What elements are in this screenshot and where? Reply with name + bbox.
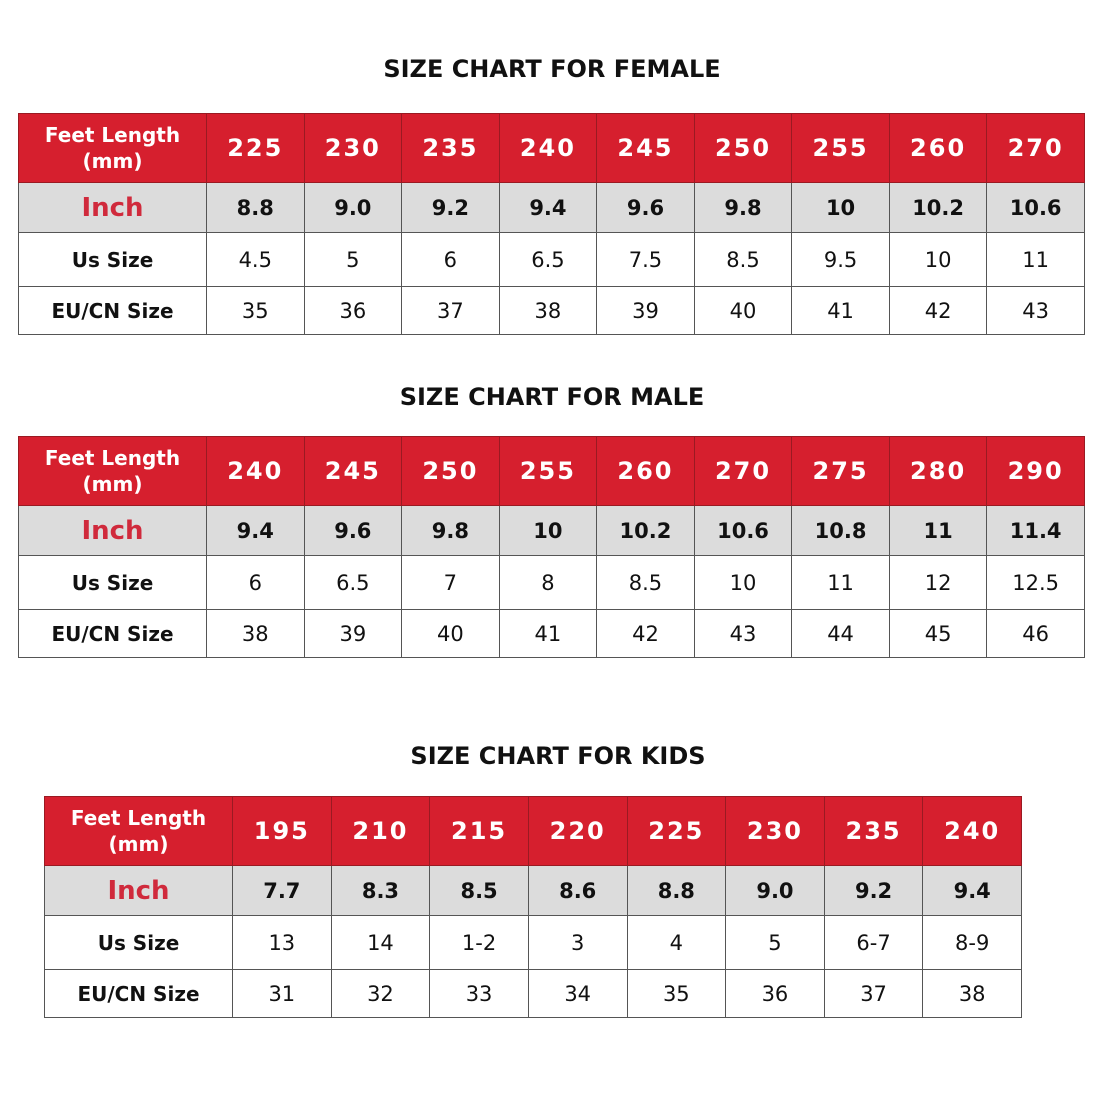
table-cell: 250 [694, 114, 792, 183]
table-cell: 36 [726, 970, 825, 1018]
table-cell: 12 [889, 556, 987, 610]
us-size-label: Us Size [19, 233, 207, 287]
table-cell: 35 [627, 970, 726, 1018]
table-cell: 37 [824, 970, 923, 1018]
table-cell: 210 [331, 797, 430, 866]
table-cell: 7.5 [597, 233, 695, 287]
table-cell: 9.0 [304, 183, 402, 233]
table-cell: 33 [430, 970, 529, 1018]
table-cell: 41 [499, 610, 597, 658]
table-cell: 235 [402, 114, 500, 183]
table-cell: 11.4 [987, 506, 1085, 556]
table-cell: 43 [694, 610, 792, 658]
us-size-row [19, 556, 1085, 610]
table-cell: 41 [792, 287, 890, 335]
table-cell: 6.5 [499, 233, 597, 287]
table-cell: 260 [597, 437, 695, 506]
table-cell: 10 [499, 506, 597, 556]
table-cell: 38 [499, 287, 597, 335]
table-cell: 13 [233, 916, 332, 970]
table-cell: 10.8 [792, 506, 890, 556]
table-cell: 8.8 [207, 183, 305, 233]
table-cell: 260 [889, 114, 987, 183]
table-cell: 10.6 [694, 506, 792, 556]
feet-length-label [45, 797, 233, 866]
table-cell: 10 [792, 183, 890, 233]
mm-unit-text: (mm) [82, 472, 143, 496]
table-cell: 245 [597, 114, 695, 183]
table-cell: 8 [499, 556, 597, 610]
inch-row [45, 866, 1022, 916]
table-cell: 38 [207, 610, 305, 658]
feet-length-text: Feet Length [70, 806, 207, 830]
table-cell: 7 [402, 556, 500, 610]
table-cell: 3 [528, 916, 627, 970]
table-cell: 8-9 [923, 916, 1022, 970]
female-size-table [18, 113, 1085, 335]
male-chart-title: SIZE CHART FOR MALE [399, 383, 705, 411]
table-cell: 42 [889, 287, 987, 335]
table-cell: 9.4 [499, 183, 597, 233]
table-cell: 280 [889, 437, 987, 506]
table-cell: 8.5 [597, 556, 695, 610]
table-cell: 270 [987, 114, 1085, 183]
table-cell: 10.2 [889, 183, 987, 233]
table-cell: 255 [792, 114, 890, 183]
table-cell: 46 [987, 610, 1085, 658]
table-cell: 215 [430, 797, 529, 866]
table-cell: 7.7 [233, 866, 332, 916]
table-cell: 5 [304, 233, 402, 287]
table-cell: 8.5 [430, 866, 529, 916]
inch-label: Inch [45, 866, 233, 916]
table-cell: 8.5 [694, 233, 792, 287]
table-cell: 240 [499, 114, 597, 183]
table-cell: 245 [304, 437, 402, 506]
mm-unit-text: (mm) [108, 832, 169, 856]
table-cell: 6-7 [824, 916, 923, 970]
table-cell: 44 [792, 610, 890, 658]
table-cell: 9.8 [694, 183, 792, 233]
table-cell: 11 [889, 506, 987, 556]
table-cell: 39 [597, 287, 695, 335]
eu-cn-size-row [45, 970, 1022, 1018]
eu-cn-size-label: EU/CN Size [19, 287, 207, 335]
table-cell: 8.3 [331, 866, 430, 916]
us-size-row [19, 233, 1085, 287]
table-cell: 12.5 [987, 556, 1085, 610]
table-cell: 9.8 [402, 506, 500, 556]
table-cell: 38 [923, 970, 1022, 1018]
table-cell: 9.4 [207, 506, 305, 556]
kids-size-table [44, 796, 1022, 1018]
table-cell: 10 [694, 556, 792, 610]
table-cell: 10.2 [597, 506, 695, 556]
table-cell: 9.6 [597, 183, 695, 233]
feet-length-text: Feet Length [44, 123, 181, 147]
table-cell: 11 [987, 233, 1085, 287]
table-cell: 42 [597, 610, 695, 658]
table-cell: 1-2 [430, 916, 529, 970]
table-cell: 4.5 [207, 233, 305, 287]
table-cell: 32 [331, 970, 430, 1018]
eu-cn-size-label: EU/CN Size [45, 970, 233, 1018]
table-cell: 6 [402, 233, 500, 287]
eu-cn-size-label: EU/CN Size [19, 610, 207, 658]
feet-length-label [19, 437, 207, 506]
table-cell: 9.2 [824, 866, 923, 916]
table-cell: 6.5 [304, 556, 402, 610]
table-cell: 240 [923, 797, 1022, 866]
table-cell: 275 [792, 437, 890, 506]
inch-row [19, 506, 1085, 556]
table-cell: 11 [792, 556, 890, 610]
table-cell: 5 [726, 916, 825, 970]
male-size-table [18, 436, 1085, 658]
mm-unit-text: (mm) [82, 149, 143, 173]
table-cell: 225 [207, 114, 305, 183]
us-size-row [45, 916, 1022, 970]
table-cell: 8.8 [627, 866, 726, 916]
eu-cn-size-row [19, 287, 1085, 335]
table-cell: 220 [528, 797, 627, 866]
table-cell: 230 [726, 797, 825, 866]
table-cell: 10.6 [987, 183, 1085, 233]
table-cell: 9.4 [923, 866, 1022, 916]
table-cell: 45 [889, 610, 987, 658]
table-cell: 240 [207, 437, 305, 506]
table-cell: 8.6 [528, 866, 627, 916]
table-cell: 40 [694, 287, 792, 335]
table-cell: 250 [402, 437, 500, 506]
table-cell: 31 [233, 970, 332, 1018]
table-cell: 270 [694, 437, 792, 506]
table-cell: 6 [207, 556, 305, 610]
inch-row [19, 183, 1085, 233]
eu-cn-size-row [19, 610, 1085, 658]
table-cell: 230 [304, 114, 402, 183]
table-cell: 9.0 [726, 866, 825, 916]
table-cell: 40 [402, 610, 500, 658]
table-cell: 9.5 [792, 233, 890, 287]
inch-label: Inch [19, 183, 207, 233]
table-cell: 9.2 [402, 183, 500, 233]
feet-length-row [19, 437, 1085, 506]
table-cell: 225 [627, 797, 726, 866]
table-cell: 4 [627, 916, 726, 970]
feet-length-row [19, 114, 1085, 183]
table-cell: 37 [402, 287, 500, 335]
table-cell: 10 [889, 233, 987, 287]
table-cell: 290 [987, 437, 1085, 506]
table-cell: 39 [304, 610, 402, 658]
table-cell: 35 [207, 287, 305, 335]
table-cell: 195 [233, 797, 332, 866]
table-cell: 255 [499, 437, 597, 506]
feet-length-row [45, 797, 1022, 866]
table-cell: 36 [304, 287, 402, 335]
table-cell: 9.6 [304, 506, 402, 556]
table-cell: 34 [528, 970, 627, 1018]
feet-length-label [19, 114, 207, 183]
female-chart-title: SIZE CHART FOR FEMALE [383, 55, 721, 83]
kids-chart-title: SIZE CHART FOR KIDS [410, 742, 706, 770]
inch-label: Inch [19, 506, 207, 556]
table-cell: 43 [987, 287, 1085, 335]
us-size-label: Us Size [19, 556, 207, 610]
table-cell: 235 [824, 797, 923, 866]
feet-length-text: Feet Length [44, 446, 181, 470]
table-cell: 14 [331, 916, 430, 970]
us-size-label: Us Size [45, 916, 233, 970]
